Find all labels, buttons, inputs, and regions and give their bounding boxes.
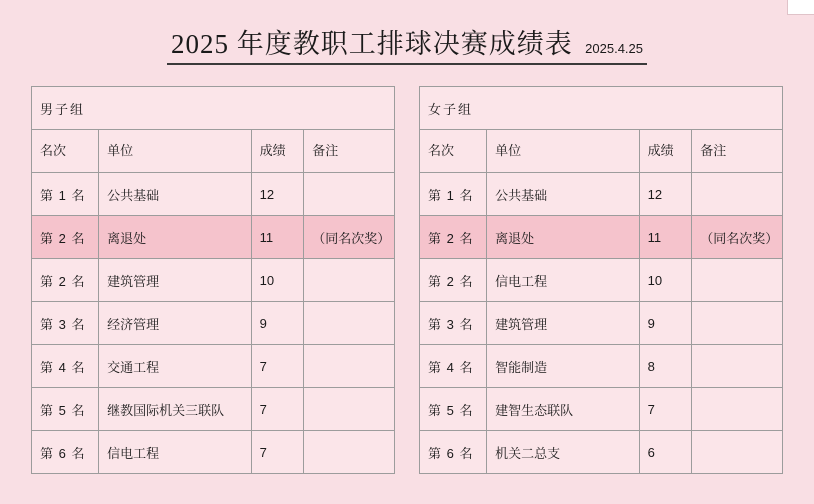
header-note: 备注 [304,130,395,173]
cell-score: 10 [251,259,304,302]
table-row [420,259,783,302]
title-underline-wrap [167,22,647,65]
cell-note [692,259,783,302]
cell-note [304,431,395,474]
table-row [420,216,783,259]
cell-rank: 第 4 名 [32,345,99,388]
cell-unit: 智能制造 [487,345,639,388]
group-title: 男子组 [32,87,395,130]
cell-score: 7 [639,388,692,431]
cell-rank: 第 6 名 [32,431,99,474]
cell-unit: 公共基础 [487,173,639,216]
cell-rank: 第 2 名 [420,259,487,302]
womens-group-table [419,86,783,474]
cell-score: 7 [251,388,304,431]
page-title [0,22,814,65]
header-note: 备注 [692,130,783,173]
header-unit: 单位 [487,130,639,173]
cell-score: 6 [639,431,692,474]
table-row [420,388,783,431]
cell-score: 8 [639,345,692,388]
cell-rank: 第 1 名 [32,173,99,216]
mens-group-block [31,86,395,474]
cell-note [692,388,783,431]
cell-score: 7 [251,345,304,388]
cell-score: 9 [251,302,304,345]
cell-note [304,173,395,216]
table-row [420,345,783,388]
cell-note [692,345,783,388]
table-row [32,259,395,302]
title-text: 2025 年度教职工排球决赛成绩表 [170,29,573,59]
group-title-row [32,87,395,130]
cell-unit: 建筑管理 [99,259,251,302]
header-score: 成绩 [639,130,692,173]
cell-unit: 公共基础 [99,173,251,216]
table-row [420,302,783,345]
header-score: 成绩 [251,130,304,173]
cell-note [304,259,395,302]
cell-rank: 第 1 名 [420,173,487,216]
mens-group-table [31,86,395,474]
column-header-row [420,130,783,173]
cell-rank: 第 4 名 [420,345,487,388]
cell-note: （同名次奖） [304,216,395,259]
cell-score: 10 [639,259,692,302]
cell-note [304,345,395,388]
header-rank: 名次 [420,130,487,173]
table-row [32,388,395,431]
cell-unit: 继教国际机关三联队 [99,388,251,431]
cell-score: 12 [639,173,692,216]
table-row [32,216,395,259]
cell-score: 11 [251,216,304,259]
womens-group-block [419,86,783,474]
column-header-row [32,130,395,173]
cell-unit: 信电工程 [487,259,639,302]
table-row [420,431,783,474]
cell-rank: 第 5 名 [420,388,487,431]
header-unit: 单位 [99,130,251,173]
cell-rank: 第 3 名 [420,302,487,345]
cell-rank: 第 3 名 [32,302,99,345]
cell-note: （同名次奖） [692,216,783,259]
cell-unit: 机关二总支 [487,431,639,474]
cell-rank: 第 2 名 [32,259,99,302]
cell-note [692,302,783,345]
top-right-corner-marker [787,0,814,15]
cell-score: 7 [251,431,304,474]
cell-unit: 离退处 [487,216,639,259]
cell-score: 9 [639,302,692,345]
cell-note [304,302,395,345]
group-title: 女子组 [420,87,783,130]
cell-note [692,431,783,474]
cell-unit: 建筑管理 [487,302,639,345]
cell-unit: 信电工程 [99,431,251,474]
header-rank: 名次 [32,130,99,173]
cell-score: 12 [251,173,304,216]
table-row [32,431,395,474]
cell-unit: 经济管理 [99,302,251,345]
cell-note [692,173,783,216]
tables-container [31,86,783,474]
cell-rank: 第 6 名 [420,431,487,474]
cell-score: 11 [639,216,692,259]
cell-note [304,388,395,431]
cell-unit: 建智生态联队 [487,388,639,431]
table-row [32,173,395,216]
title-date: 2025.4.25 [585,41,644,56]
cell-unit: 离退处 [99,216,251,259]
group-title-row [420,87,783,130]
cell-rank: 第 5 名 [32,388,99,431]
cell-unit: 交通工程 [99,345,251,388]
table-row [420,173,783,216]
table-row [32,345,395,388]
table-row [32,302,395,345]
cell-rank: 第 2 名 [420,216,487,259]
cell-rank: 第 2 名 [32,216,99,259]
